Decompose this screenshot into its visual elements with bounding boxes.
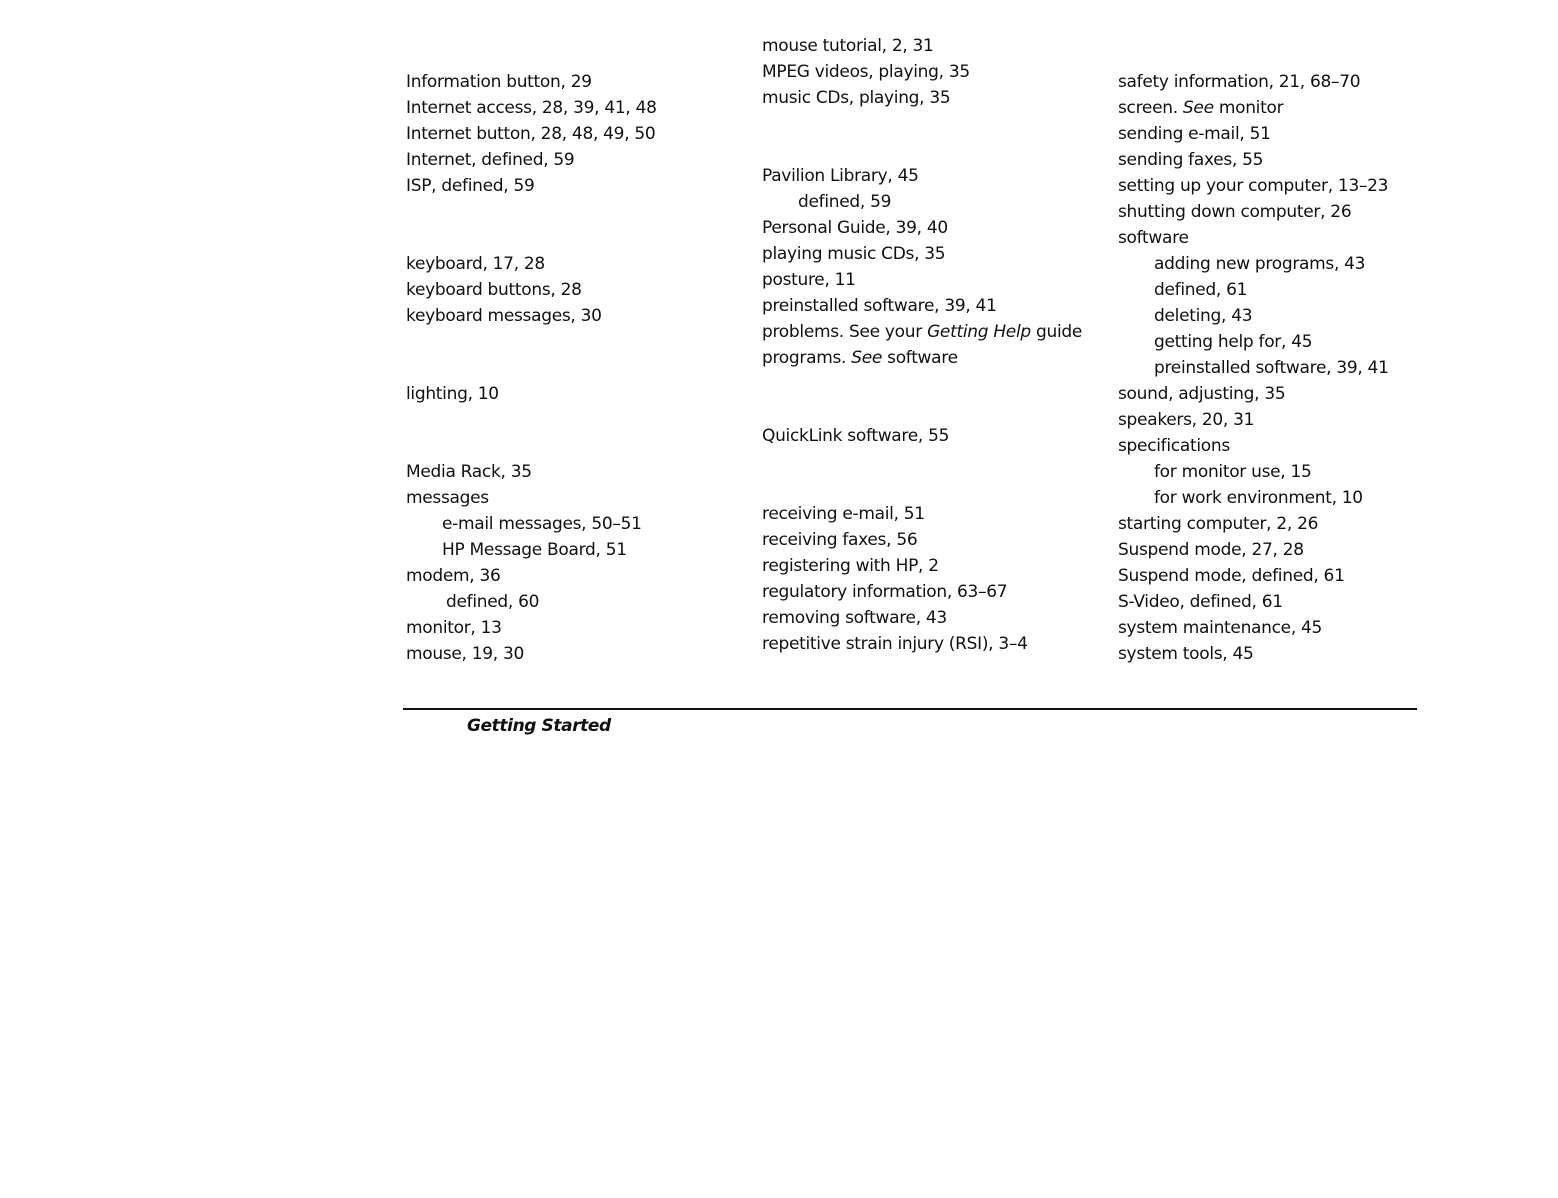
index-subentry: e-mail messages, 50–51 — [442, 514, 642, 534]
footer-title: Getting Started — [467, 716, 611, 736]
index-entry: S-Video, defined, 61 — [1118, 592, 1283, 612]
index-entry: system tools, 45 — [1118, 644, 1254, 664]
index-entry: system maintenance, 45 — [1118, 618, 1323, 638]
index-entry: lighting, 10 — [406, 384, 499, 404]
index-entry: mouse tutorial, 2, 31 — [762, 36, 934, 56]
index-entry: starting computer, 2, 26 — [1118, 514, 1319, 534]
index-subentry: defined, 61 — [1154, 280, 1248, 300]
index-entry: Information button, 29 — [406, 72, 592, 92]
index-entry: Internet button, 28, 48, 49, 50 — [406, 124, 656, 144]
index-subentry: preinstalled software, 39, 41 — [1154, 358, 1389, 378]
index-entry: sending faxes, 55 — [1118, 150, 1264, 170]
index-entry: QuickLink software, 55 — [762, 426, 950, 446]
index-subentry: defined, 59 — [798, 192, 892, 212]
index-entry: safety information, 21, 68–70 — [1118, 72, 1361, 92]
entry-text: monitor — [1213, 98, 1284, 118]
index-entry: specifications — [1118, 436, 1230, 456]
index-entry: Suspend mode, defined, 61 — [1118, 566, 1345, 586]
entry-text: problems. See your — [762, 322, 928, 342]
index-subentry: for monitor use, 15 — [1154, 462, 1312, 482]
index-entry: Suspend mode, 27, 28 — [1118, 540, 1304, 560]
entry-text: programs. — [762, 348, 852, 368]
index-subentry: deleting, 43 — [1154, 306, 1253, 326]
index-entry: registering with HP, 2 — [762, 556, 939, 576]
index-subentry: adding new programs, 43 — [1154, 254, 1366, 274]
index-entry: receiving faxes, 56 — [762, 530, 918, 550]
index-entry: keyboard, 17, 28 — [406, 254, 545, 274]
index-entry: Pavilion Library, 45 — [762, 166, 919, 186]
index-entry: Internet, defined, 59 — [406, 150, 575, 170]
index-entry: monitor, 13 — [406, 618, 502, 638]
entry-italic-text: See — [851, 348, 883, 368]
index-subentry: for work environment, 10 — [1154, 488, 1363, 508]
index-entry: removing software, 43 — [762, 608, 947, 628]
entry-text: guide — [1030, 322, 1083, 342]
index-entry — [762, 322, 1082, 342]
index-entry: ISP, defined, 59 — [406, 176, 535, 196]
index-entry — [1118, 98, 1283, 118]
index-entry: Internet access, 28, 39, 41, 48 — [406, 98, 657, 118]
index-entry: MPEG videos, playing, 35 — [762, 62, 970, 82]
index-entry — [762, 348, 958, 368]
index-entry: repetitive strain injury (RSI), 3–4 — [762, 634, 1028, 654]
index-entry: shutting down computer, 26 — [1118, 202, 1352, 222]
index-entry: mouse, 19, 30 — [406, 644, 525, 664]
index-entry: regulatory information, 63–67 — [762, 582, 1008, 602]
index-entry: posture, 11 — [762, 270, 856, 290]
entry-text: screen. — [1118, 98, 1183, 118]
index-entry: messages — [406, 488, 489, 508]
index-entry: keyboard buttons, 28 — [406, 280, 582, 300]
index-subentry: HP Message Board, 51 — [442, 540, 627, 560]
index-entry: Personal Guide, 39, 40 — [762, 218, 948, 238]
index-subentry: getting help for, 45 — [1154, 332, 1313, 352]
index-entry: modem, 36 — [406, 566, 501, 586]
index-entry: keyboard messages, 30 — [406, 306, 602, 326]
index-entry: setting up your computer, 13–23 — [1118, 176, 1389, 196]
index-entry: sending e-mail, 51 — [1118, 124, 1271, 144]
index-entry: speakers, 20, 31 — [1118, 410, 1255, 430]
index-entry: Media Rack, 35 — [406, 462, 532, 482]
index-entry: sound, adjusting, 35 — [1118, 384, 1286, 404]
index-subentry: defined, 60 — [446, 592, 540, 612]
footer-rule — [403, 708, 1417, 710]
index-entry: receiving e-mail, 51 — [762, 504, 925, 524]
entry-italic-text: Getting Help — [927, 322, 1031, 342]
index-entry: preinstalled software, 39, 41 — [762, 296, 997, 316]
index-entry: playing music CDs, 35 — [762, 244, 946, 264]
index-entry: software — [1118, 228, 1189, 248]
entry-italic-text: See — [1182, 98, 1214, 118]
index-entry: music CDs, playing, 35 — [762, 88, 951, 108]
entry-text: software — [882, 348, 958, 368]
